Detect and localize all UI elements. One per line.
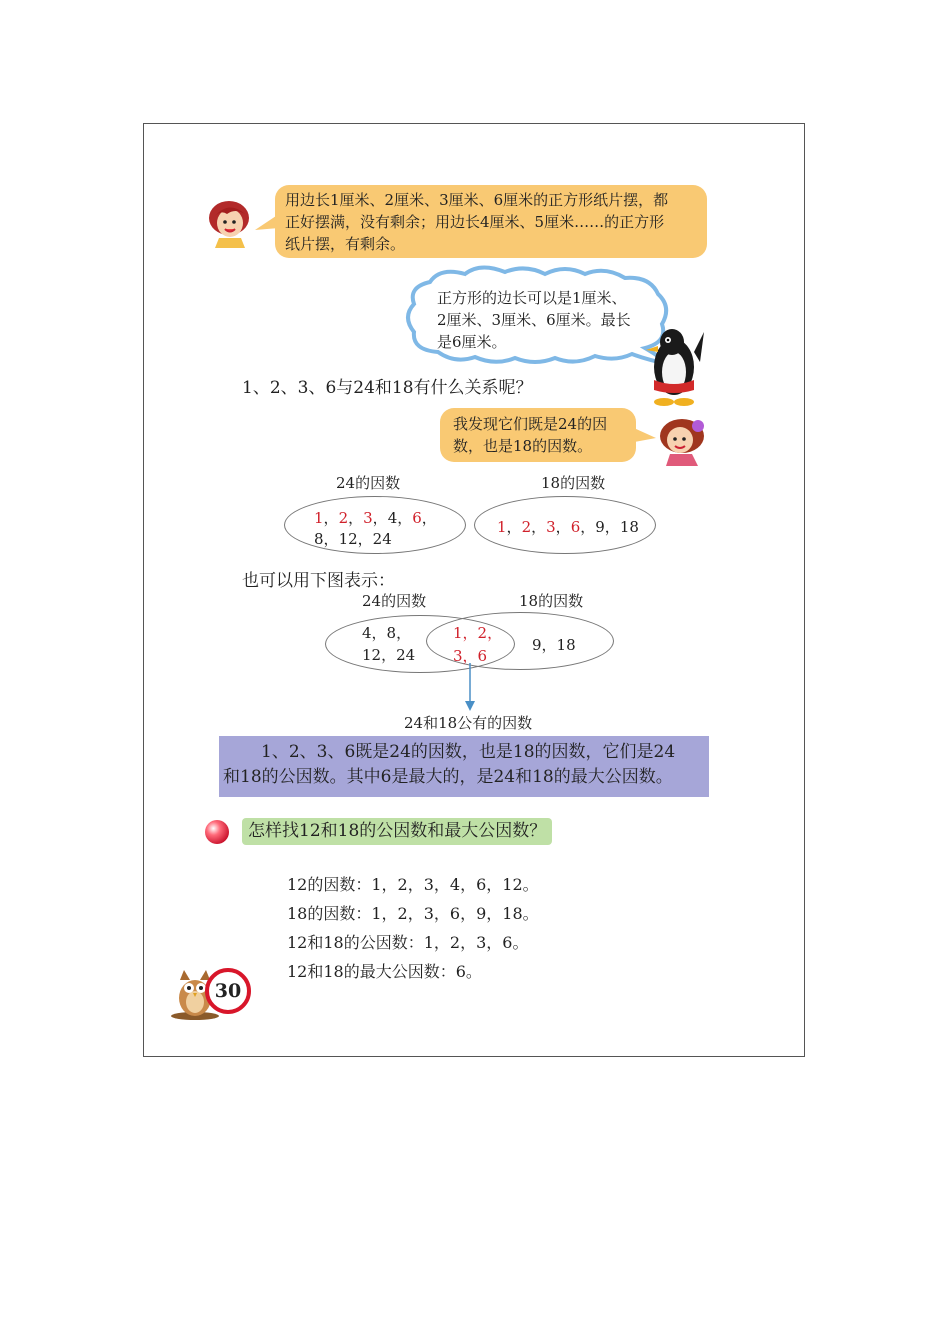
girl-avatar — [205, 198, 255, 248]
bubble-2-line-1: 我发现它们既是24的因 — [453, 415, 608, 433]
venn-left-line-2: 12，24 — [362, 646, 416, 664]
cloud-line-1: 正方形的边长可以是1厘米、 — [437, 289, 627, 307]
set-label-18: 18的因数 — [541, 474, 606, 492]
venn-mid-line-2: 3，6 — [453, 647, 488, 665]
definition-line-1: 1、2、3、6既是24的因数，也是18的因数，它们是24 — [261, 742, 676, 762]
factor-18: 18 — [619, 518, 639, 536]
factor-18-common: 6 — [570, 518, 581, 536]
question-text: 1、2、3、6与24和18有什么关系呢？ — [242, 378, 533, 398]
set-24-line-2: 8，12，24 — [314, 530, 392, 548]
example-line-2: 18的因数：1，2，3，6，9，18。 — [287, 904, 539, 923]
definition-box — [219, 736, 709, 797]
speech-bubble-1 — [275, 185, 707, 258]
example-title: 怎样找12和18的公因数和最大公因数？ — [242, 818, 552, 845]
example-line-3: 12和18的公因数：1，2，3，6。 — [287, 933, 529, 952]
set-label-24: 24的因数 — [336, 474, 401, 492]
cloud-text — [437, 287, 657, 353]
page-number: 30 — [214, 980, 242, 1002]
factor-24-common: 1 — [314, 509, 324, 527]
factor-24: 4 — [387, 509, 398, 527]
venn-caption: 24和18公有的因数 — [404, 714, 533, 732]
factor-24: 8 — [314, 530, 324, 548]
factor-24: 12 — [338, 530, 358, 548]
venn-left-line-1: 4，8， — [362, 624, 412, 642]
penguin-avatar — [644, 322, 706, 408]
bubble-2-line-2: 数，也是18的因数。 — [453, 437, 593, 455]
venn-label-24: 24的因数 — [362, 592, 427, 610]
bubble-1-line-2: 正好摆满，没有剩余；用边长4厘米、5厘米……的正方形 — [285, 213, 665, 231]
factor-18-common: 3 — [546, 518, 556, 536]
set-24-line-1: 1，2，3，4，6， — [314, 509, 437, 527]
factor-24-common: 6 — [412, 509, 422, 527]
bubble-2-tail — [634, 426, 656, 446]
page-number-badge — [205, 968, 251, 1014]
bubble-1-line-3: 纸片摆，有剩余。 — [285, 235, 406, 253]
factor-24: 24 — [372, 530, 392, 548]
definition-line-2: 和18的公因数。其中6是最大的，是24和18的最大公因数。 — [223, 767, 673, 787]
venn-right: 9，18 — [532, 636, 576, 654]
arrow-down-icon — [463, 663, 477, 713]
factor-24-common: 2 — [338, 509, 349, 527]
red-ball-icon — [204, 819, 230, 845]
set-18-line: 1，2，3，6，9，18 — [497, 518, 639, 536]
cloud-line-3: 是6厘米。 — [437, 333, 507, 351]
factor-18-common: 2 — [521, 518, 532, 536]
venn-mid-line-1: 1，2， — [453, 624, 503, 642]
factor-18-common: 1 — [497, 518, 507, 536]
girl-avatar-2 — [654, 416, 708, 466]
example-line-4: 12和18的最大公因数：6。 — [287, 962, 482, 981]
venn-label-18: 18的因数 — [519, 592, 584, 610]
cloud-line-2: 2厘米、3厘米、6厘米。最长 — [437, 311, 631, 329]
factor-18: 9 — [595, 518, 605, 536]
venn-intro: 也可以用下图表示： — [242, 571, 395, 591]
bubble-1-line-1: 用边长1厘米、2厘米、3厘米、6厘米的正方形纸片摆，都 — [285, 191, 669, 209]
example-line-1: 12的因数：1，2，3，4，6，12。 — [287, 875, 539, 894]
factor-24-common: 3 — [363, 509, 373, 527]
speech-bubble-2 — [440, 408, 636, 462]
